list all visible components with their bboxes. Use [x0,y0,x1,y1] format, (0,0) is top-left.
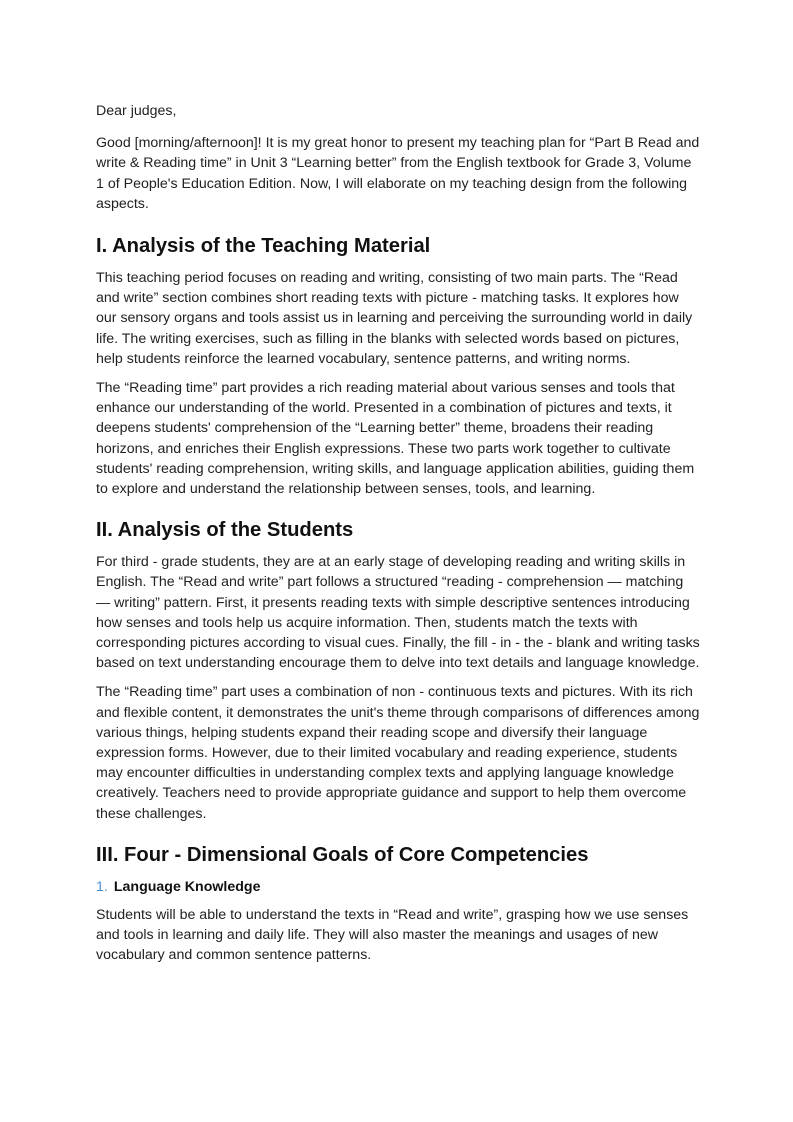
subsection-heading-language-knowledge [96,877,700,897]
list-number: 1. [96,878,108,895]
document-page [96,101,700,975]
section-paragraph: This teaching period focuses on reading and writing, consisting of two main parts. The “Read and write” section combines short reading texts with picture - matching tasks. It explores how our sensory organs and tools assist us in learning and perceiving the surrounding world in daily life. The writing exercises, such as filling in the blanks with selected words based on pictures, help students reinforce the learned vocabulary, sentence patterns, and writing norms. [96,270,693,367]
section-paragraph: The “Reading time” part uses a combination of non - continuous texts and pictures. With its rich and flexible content, it demonstrates the unit's theme through comparisons of differences among various things, helping students expand their reading scope and diversify their language expression forms. However, due to their limited vocabulary and reading experience, students may encounter difficulties in understanding complex texts and applying language knowledge creatively. Teachers need to provide appropriate guidance and support to help them overcome these challenges. [96,684,700,822]
section-paragraph: For third - grade students, they are at an early stage of developing reading and writing skills in English. The “Read and write” part follows a structured “reading - comprehension — matching — writing” pattern. First, it presents reading texts with simple descriptive sentences introducing how senses and tools help us acquire information. Then, students match the texts with corresponding pictures according to visual cues. Finally, the fill - in - the - blank and writing tasks based on text understanding encourage them to delve into text details and language knowledge. [96,554,700,672]
section-heading-core-competencies: III. Four - Dimensional Goals of Core Competencies [96,843,589,866]
section-heading-students: II. Analysis of the Students [96,519,354,542]
section-paragraph: The “Reading time” part provides a rich reading material about various senses and tools that enhance our understanding of the world. Presented in a combination of pictures and texts, it deepens students' comprehension of the “Learning better” theme, broadens their reading horizons, and enriches their English expressions. These two parts work together to cultivate students' reading comprehension, writing skills, and language application abilities, guiding them to explore and understand the relationship between senses, tools, and learning. [96,380,695,498]
section-heading-teaching-material: I. Analysis of the Teaching Material [96,235,431,258]
intro-paragraph: Good [morning/afternoon]! It is my great honor to present my teaching plan for “Part B Read and write & Reading time” in Unit 3 “Learning better” from the English textbook for Grade 3, Volume 1 of People's Education Edition. Now, I will elaborate on my teaching design from the following aspects. [96,135,700,212]
greeting: Dear judges, [96,103,177,119]
section-paragraph: Students will be able to understand the texts in “Read and write”, grasping how we use senses and tools in learning and daily life. They will also master the meanings and usages of new vocabulary and common sentence patterns. [96,906,689,964]
subsection-title: Language Knowledge [113,878,261,895]
